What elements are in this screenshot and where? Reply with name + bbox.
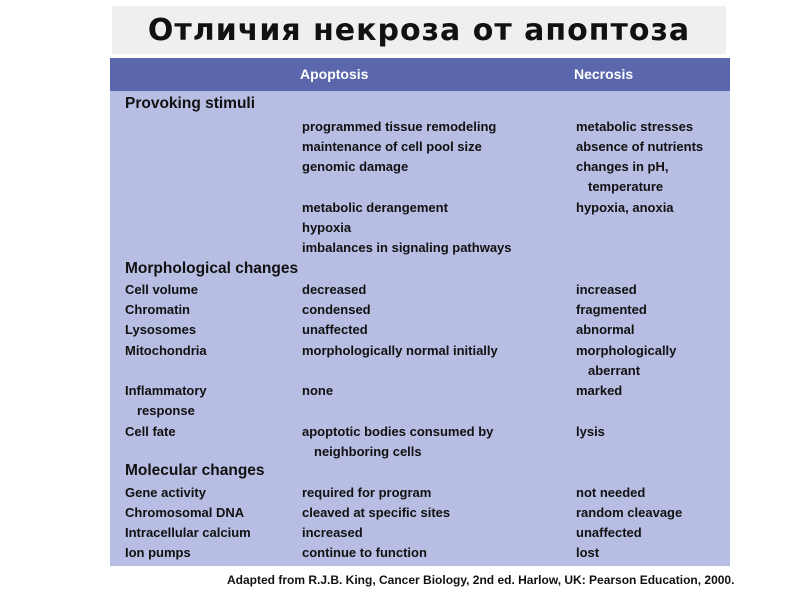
row-label: Cell fate [125, 424, 176, 439]
section-molecular-changes: Molecular changes [125, 462, 265, 479]
section-provoking-stimuli: Provoking stimuli [125, 95, 256, 112]
necrosis-value: random cleavage [576, 505, 683, 520]
necrosis-value: fragmented [576, 302, 647, 317]
necrosis-value: marked [576, 383, 623, 398]
provoking-apoptosis-item: maintenance of cell pool size [302, 139, 482, 154]
row-label: Chromosomal DNA [125, 505, 245, 520]
row-label: Ion pumps [125, 545, 191, 560]
provoking-apoptosis-item: programmed tissue remodeling [302, 119, 497, 134]
necrosis-value: lysis [576, 424, 605, 439]
row-label: Intracellular calcium [125, 525, 251, 540]
row-label: Cell volume [125, 282, 198, 297]
provoking-necrosis-item: metabolic stresses [576, 119, 694, 134]
section-morphological-changes: Morphological changes [125, 260, 299, 277]
apoptosis-value: cleaved at specific sites [302, 505, 451, 520]
provoking-necrosis-item: absence of nutrients [576, 139, 704, 154]
header-necrosis: Necrosis [574, 66, 634, 82]
apoptosis-value: increased [302, 525, 363, 540]
row-label: response [137, 403, 195, 418]
necrosis-value: unaffected [576, 525, 642, 540]
apoptosis-value: condensed [302, 302, 371, 317]
apoptosis-value: apoptotic bodies consumed by [302, 424, 494, 439]
apoptosis-value: required for program [302, 485, 432, 500]
row-label: Chromatin [125, 302, 190, 317]
provoking-apoptosis-item: genomic damage [302, 159, 409, 174]
source-caption: Adapted from R.J.B. King, Cancer Biology, 2nd ed. Harlow, UK: Pearson Education, 2000. [227, 573, 735, 587]
page-title: Отличия некроза от апоптоза [147, 12, 691, 48]
apoptosis-value: continue to function [302, 545, 427, 560]
apoptosis-value: morphologically normal initially [302, 343, 498, 358]
table-header [110, 58, 730, 91]
necrosis-value: abnormal [576, 322, 635, 337]
necrosis-value: lost [576, 545, 600, 560]
provoking-necrosis-item: temperature [588, 179, 664, 194]
header-apoptosis: Apoptosis [300, 66, 369, 82]
necrosis-value: aberrant [588, 363, 641, 378]
provoking-apoptosis-item: hypoxia [302, 220, 352, 235]
apoptosis-value: decreased [302, 282, 367, 297]
apoptosis-value: neighboring cells [314, 444, 422, 459]
necrosis-value: increased [576, 282, 637, 297]
provoking-apoptosis-item: imbalances in signaling pathways [302, 240, 512, 255]
row-label: Gene activity [125, 485, 206, 500]
provoking-necrosis-item: changes in pH, [576, 159, 669, 174]
title-banner [112, 6, 726, 54]
comparison-table [110, 58, 730, 566]
row-label: Inflammatory [125, 383, 207, 398]
provoking-apoptosis-item: metabolic derangement [302, 200, 448, 215]
provoking-necrosis-item: hypoxia, anoxia [576, 200, 674, 215]
apoptosis-value: none [302, 383, 334, 398]
necrosis-value: morphologically [576, 343, 677, 358]
apoptosis-value: unaffected [302, 322, 368, 337]
row-label: Lysosomes [125, 322, 197, 337]
necrosis-value: not needed [576, 485, 646, 500]
row-label: Mitochondria [125, 343, 207, 358]
